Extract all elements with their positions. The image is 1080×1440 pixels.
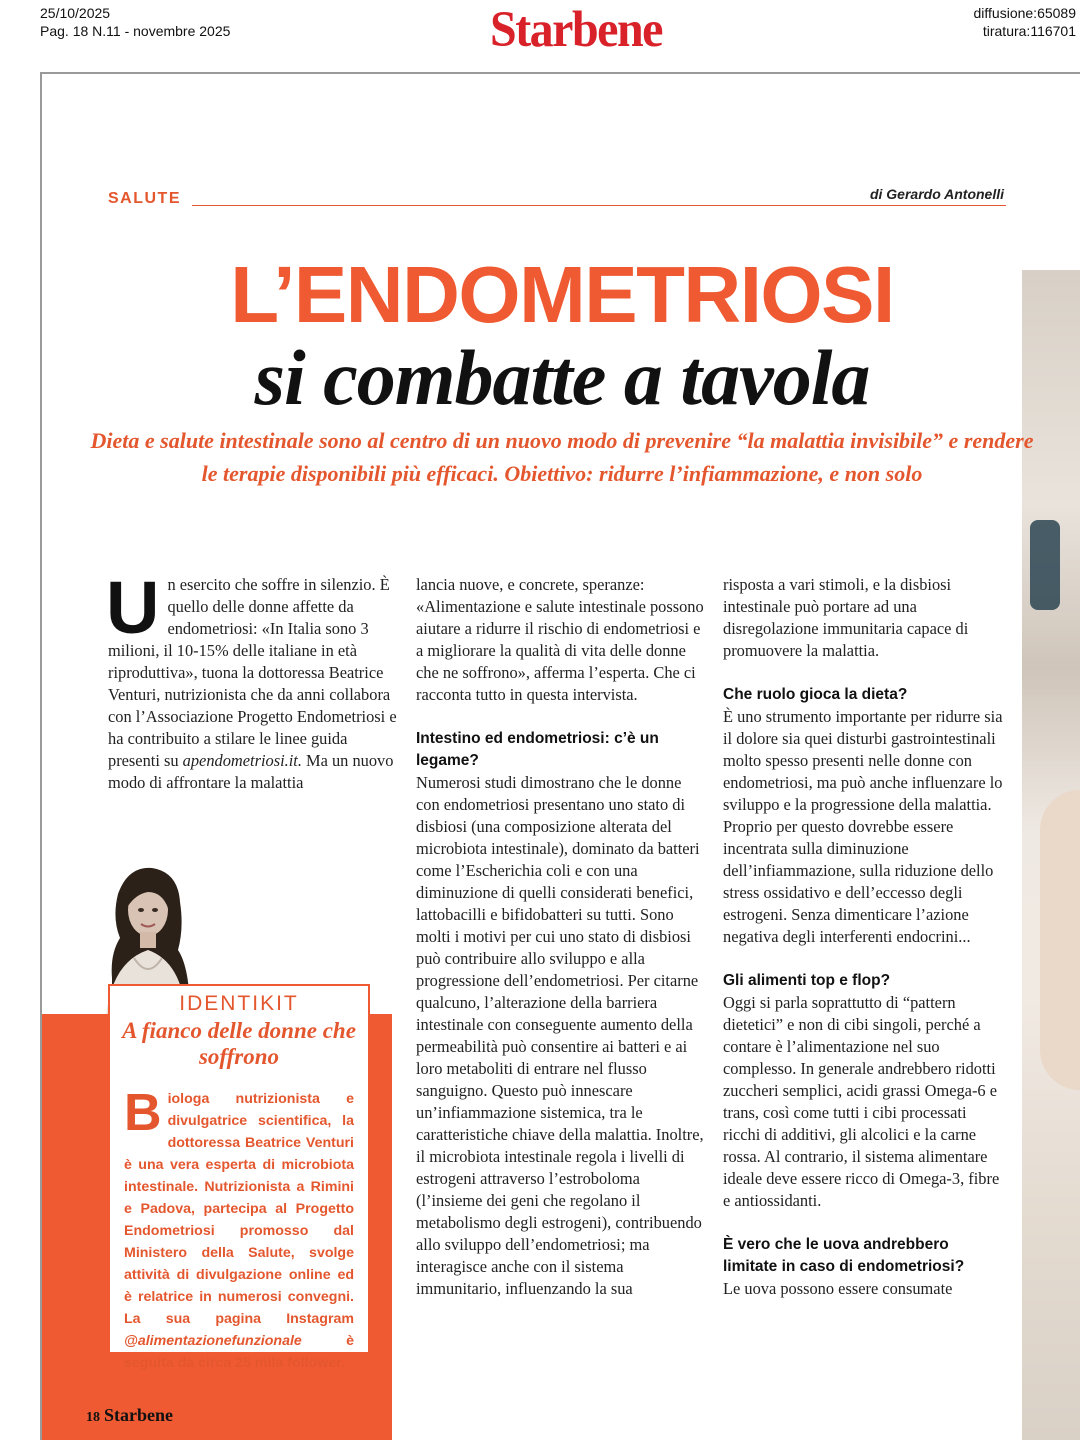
identikit-text-end: è seguita da circa 25 mila follower. [124,1333,354,1371]
clipping-date: 25/10/2025 [40,5,111,21]
byline: di Gerardo Antonelli [869,186,1004,202]
website-mention: apendometriosi.it. [182,751,302,770]
section-rule [192,205,1006,206]
article-column-2 [416,574,706,1300]
photo-shape [1040,790,1080,1090]
identikit-title: A fianco delle donne che soffrono [122,1018,356,1069]
question-heading: Intestino ed endometriosi: c’è un legame? [416,730,659,769]
identikit-box [108,984,370,1371]
body-paragraph: È uno strumento importante per ridurre sia il dolore sia quei disturbi gastrointestinali molto spesso presenti nelle donne con endometriosi, ma può anche influenzare lo sviluppo e la progressione della malattia. Proprio per questo dovrebbe essere incentrata sulla diminuzione dell’infiammazione, sulla riduzione dello stress ossidativo e dell’eccesso degli estrogeni. Senza dimenticare l’azione negativa degli interferenti endocrini... [723,707,1003,946]
identikit-body [124,1084,354,1374]
drop-cap: U [106,566,160,649]
clipping-tiratura: tiratura:116701 [982,23,1076,39]
identikit-text: iologa nutrizionista e divulgatrice scientifica, la dottoressa Beatrice Venturi è una vera esperta di microbiota intestinale. Nutrizionista a Rimini e Padova, partecipa al Progetto Endometriosi promosso dal Ministero della Salute, svolge attività di divulgazione online ed è relatrice in numerosi convegni. La sua pagina Instagram [124,1091,354,1327]
body-paragraph: risposta a vari stimoli, e la disbiosi intestinale può portare ad una disregolazione immunitaria capace di promuovere la malattia. [723,575,969,660]
intro-text-end: Ma un nuovo modo di affrontare la malattia [108,751,394,792]
section-label: SALUTE [108,190,181,207]
page-number: 18 [86,1410,100,1425]
photo-shape [1030,520,1060,610]
identikit-kicker: IDENTIKIT [179,992,299,1015]
question-heading: Che ruolo gioca la dieta? [723,686,908,703]
page-folio [86,1405,173,1426]
instagram-handle: @alimentazionefunzionale [124,1333,302,1349]
clipping-meta-right [974,4,1077,40]
clipping-header [0,0,1080,70]
intro-text: n esercito che soffre in silenzio. È quello delle donne affette da endometriosi: «In Italia sono 3 milioni, il 10-15% delle italiane in età riproduttiva», tuona la dottoressa Beatrice Venturi, nutrizionista che da anni collabora con l’Associazione Progetto Endometriosi e ha contribuito a stilare le linee guida presenti su [108,575,397,770]
clipping-meta-left [40,4,230,40]
body-paragraph: lancia nuove, e concrete, speranze: «Alimentazione e salute intestinale possono aiutare a ridurre il rischio di endometriosi e a migliorare la qualità di vita delle donne che ne soffrono», afferma l’esperta. Che ci racconta tutto in questa intervista. [416,575,704,704]
clipping-diffusione: diffusione:65089 [973,5,1076,21]
standfirst: Dieta e salute intestinale sono al centro di un nuovo modo di prevenire “la malattia invisibile” e rendere le terapie disponibili più efficaci. Obiettivo: ridurre l’infiammazione, e non solo [90,428,1034,486]
folio-magazine-name: Starbene [104,1405,173,1425]
magazine-page [40,72,1080,1440]
body-paragraph: Le uova possono essere consumate [723,1279,953,1298]
headline-line-1: L’ENDOMETRIOSI [230,250,894,339]
clipping-page-info: Pag. 18 N.11 - novembre 2025 [40,23,231,39]
body-paragraph: Oggi si parla soprattutto di “pattern dietetici” e non di cibi singoli, perché a contare è l’alimentazione nel suo complesso. In generale andrebbero ridotti zuccheri semplici, acidi grassi Omega-6 e trans, così come tutti i cibi processati ricchi di additivi, gli alcolici e la carne rossa. Al contrario, il sistema alimentare ideale deve essere ricco di Omega-3, fibre e antiossidanti. [723,993,1000,1210]
article-column-3 [723,574,1003,1300]
body-paragraph: Numerosi studi dimostrano che le donne con endometriosi presentano uno stato di disbiosi (una composizione alterata del microbiota intestinale), dominato da batteri come l’Escherichia coli e con una diminuzione di quelli considerati benefici, lattobacilli e bifidobatteri su tutti. Sono molti i motivi per cui uno stato di disbiosi può contribuire allo sviluppo e alla progressione dell’endometriosi. Per citarne qualcuno, l’alterazione della barriera intestinale con conseguente aumento della permeabilità può consentire ai batteri e ai loro metaboliti di entrare nel flusso sanguigno. Questo può innescare un’infiammazione sistemica, tra le caratteristiche chiave della malattia. Inoltre, il microbiota intestinale regola i livelli di estrogeni attraverso l’estroboloma (l’insieme dei geni che regolano il metabolismo degli estrogeni), contribuendo allo sviluppo dell’endometriosi; ma interagisce anche con il sistema immunitario, influenzando la sua [416,773,704,1298]
question-heading: È vero che le uova andrebbero limitate in caso di endometriosi? [723,1236,965,1275]
headline-line-2: si combatte a tavola [254,334,870,421]
intro-paragraph [106,566,398,794]
article-column-1 [106,566,398,794]
starbene-logo: Starbene [490,1,662,58]
identikit-drop-cap: B [124,1084,162,1142]
question-heading: Gli alimenti top e flop? [723,972,891,989]
